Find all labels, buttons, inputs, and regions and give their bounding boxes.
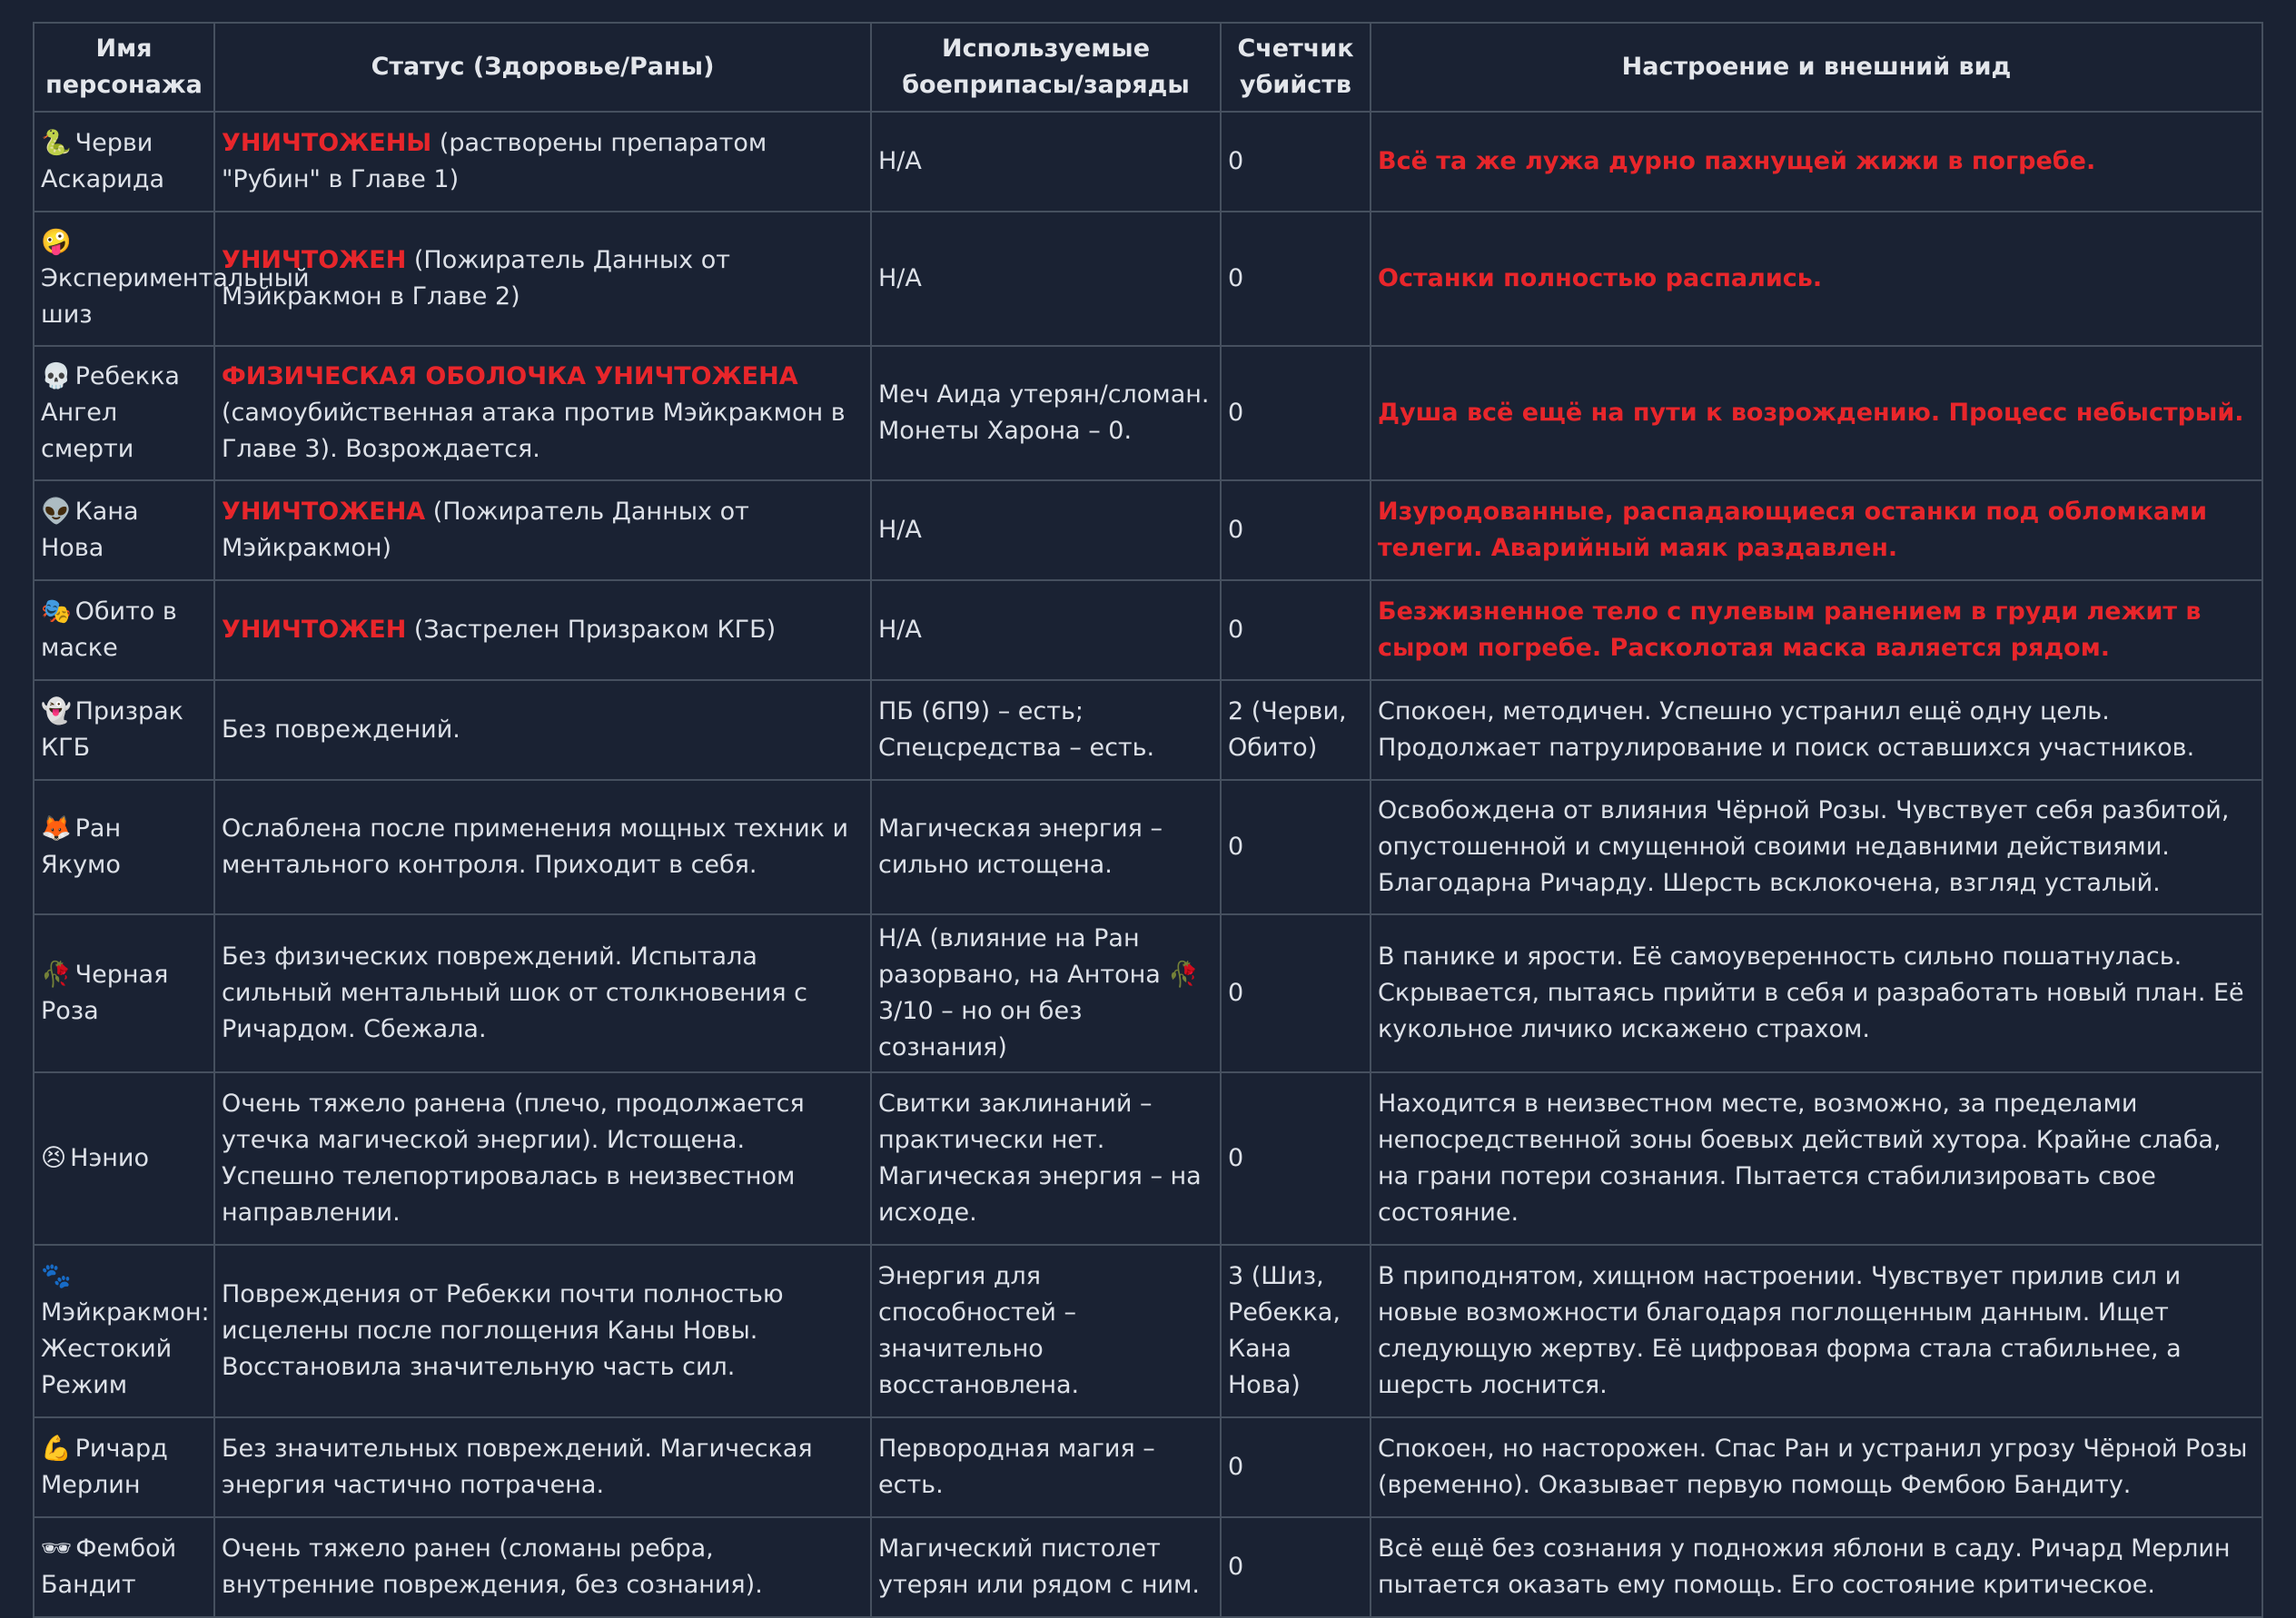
ammo-cell: Н/А [871,112,1221,212]
header-ammo: Используемые боеприпасы/заряды [871,23,1221,112]
status-cell [214,1417,871,1517]
table-row [34,346,2262,480]
character-icon: 😣 [41,1144,67,1172]
mood-cell: Всё та же лужа дурно пахнущей жижи в погребе. [1371,112,2262,212]
table-row [34,112,2262,212]
character-name-cell [34,480,214,580]
character-icon: 🕶 [41,1534,73,1563]
status-text: Без физических повреждений. Испытала сильный ментальный шок от столкновения с Ричардом. Сбежала. [222,942,808,1043]
table-row [34,1417,2262,1517]
status-cell [214,780,871,914]
ammo-cell: Н/А (влияние на Ран разорвано, на Антона 🥀 3/10 – но он без сознания) [871,914,1221,1072]
status-text: Без повреждений. [222,715,460,744]
kills-cell: 0 [1221,1417,1371,1517]
character-icon: 🤪 [41,228,72,256]
status-text: (Застрелен Призраком КГБ) [406,616,777,644]
character-name-cell [34,680,214,780]
character-name-cell [34,580,214,680]
status-destroyed-label: УНИЧТОЖЕНА [222,498,426,526]
kills-cell: 0 [1221,780,1371,914]
kills-cell: 0 [1221,1517,1371,1617]
status-cell [214,580,871,680]
table-row [34,212,2262,346]
mood-cell: Останки полностью распались. [1371,212,2262,346]
mood-cell: Изуродованные, распадающиеся останки под обломками телеги. Аварийный маяк раздавлен. [1371,480,2262,580]
mood-cell: Находится в неизвестном месте, возможно, за пределами непосредственной зоны боевых действий хутора. Крайне слаба, на грани потери сознания. Пытается стабилизировать свое состояние. [1371,1072,2262,1245]
ammo-cell: Магический пистолет утерян или рядом с ним. [871,1517,1221,1617]
mood-cell: Душа всё ещё на пути к возрождению. Процесс небыстрый. [1371,346,2262,480]
character-icon: 🐾 [41,1262,72,1290]
table-row [34,1245,2262,1417]
status-cell [214,346,871,480]
kills-cell: 0 [1221,480,1371,580]
header-kills: Счетчик убийств [1221,23,1371,112]
table-body [34,112,2262,1617]
ammo-cell: Первородная магия – есть. [871,1417,1221,1517]
kills-cell: 2 (Черви, Обито) [1221,680,1371,780]
kills-cell: 0 [1221,580,1371,680]
character-icon: 👽 [41,498,72,526]
character-icon: 👻 [41,697,72,725]
mood-cell: Всё ещё без сознания у подножия яблони в саду. Ричард Мерлин пытается оказать ему помощь. Его состояние критическое. [1371,1517,2262,1617]
status-destroyed-label: УНИЧТОЖЕН [222,616,407,644]
character-icon: 🦊 [41,814,72,843]
kills-cell: 0 [1221,914,1371,1072]
status-destroyed-label: ФИЗИЧЕСКАЯ ОБОЛОЧКА УНИЧТОЖЕНА [222,362,798,390]
table-row [34,914,2262,1072]
status-text: Очень тяжело ранена (плечо, продолжается утечка магической энергии). Истощена. Успешно телепортировалась в неизвестном направлении. [222,1090,805,1227]
status-cell [214,480,871,580]
kills-cell: 0 [1221,1072,1371,1245]
character-name-cell [34,1517,214,1617]
table-row [34,780,2262,914]
character-name: Ричард Мерлин [41,1435,168,1499]
status-cell [214,1517,871,1617]
character-icon: 💀 [41,362,72,390]
status-cell [214,1072,871,1245]
character-name-cell [34,780,214,914]
table-row [34,580,2262,680]
status-text: Без значительных повреждений. Магическая энергия частично потрачена. [222,1435,813,1499]
ammo-cell: Энергия для способностей – значительно восстановлена. [871,1245,1221,1417]
table-row [34,1072,2262,1245]
character-name-cell [34,212,310,346]
mood-cell: В приподнятом, хищном настроении. Чувствует прилив сил и новые возможности благодаря поглощенным данным. Ищет следующую жертву. Её цифровая форма стала стабильнее, а шерсть лоснится. [1371,1245,2262,1417]
header-mood: Настроение и внешний вид [1371,23,2262,112]
mood-cell: Спокоен, методичен. Успешно устранил ещё одну цель. Продолжает патрулирование и поиск оставшихся участников. [1371,680,2262,780]
mood-cell: Спокоен, но насторожен. Спас Ран и устранил угрозу Чёрной Розы (временно). Оказывает первую помощь Фембою Бандиту. [1371,1417,2262,1517]
status-cell [214,1245,871,1417]
ammo-cell: Магическая энергия – сильно истощена. [871,780,1221,914]
character-name-cell [34,112,214,212]
character-icon: 🐍 [41,129,72,157]
character-name-cell [34,1417,214,1517]
status-cell [214,914,871,1072]
character-name: Ребекка Ангел смерти [41,362,180,463]
table-row [34,680,2262,780]
ammo-cell: Н/А [871,212,1221,346]
status-text: (Пожиратель Данных от Мэйкракмон) [222,498,749,562]
status-cell [214,680,871,780]
status-cell [214,112,871,212]
character-name: Кана Нова [41,498,139,562]
status-text: Повреждения от Ребекки почти полностью исцелены после поглощения Каны Новы. Восстановила значительную часть сил. [222,1280,784,1381]
character-name: Фембой Бандит [41,1534,177,1599]
status-text: (Пожиратель Данных от Мэйкракмон в Главе 2) [222,246,730,311]
character-status-table [33,22,2263,1618]
status-cell [214,212,871,346]
ammo-cell: Свитки заклинаний – практически нет. Магическая энергия – на исходе. [871,1072,1221,1245]
status-destroyed-label: УНИЧТОЖЕНЫ [222,129,432,157]
table-row [34,1517,2262,1617]
ammo-cell: Меч Аида утерян/сломан. Монеты Харона – 0. [871,346,1221,480]
character-icon: 💪 [41,1435,72,1463]
header-status: Статус (Здоровье/Раны) [214,23,871,112]
mood-cell: Безжизненное тело с пулевым ранением в груди лежит в сыром погребе. Расколотая маска валяется рядом. [1371,580,2262,680]
character-name: Черви Аскарида [41,129,165,193]
kills-cell: 0 [1221,112,1371,212]
character-name-cell [34,1245,214,1417]
character-name-cell [34,1072,214,1245]
character-name: Нэнио [70,1144,149,1172]
character-name: Мэйкракмон: Жестокий Режим [41,1298,210,1399]
ammo-cell: Н/А [871,580,1221,680]
character-name-cell [34,346,214,480]
character-name: Экспериментальный шиз [41,264,310,329]
status-destroyed-label: УНИЧТОЖЕН [222,246,407,274]
kills-cell: 3 (Шиз, Ребекка, Кана Нова) [1221,1245,1371,1417]
status-text: Очень тяжело ранен (сломаны ребра, внутренние повреждения, без сознания). [222,1534,763,1599]
character-icon: 🥀 [41,961,72,989]
character-name: Ран Якумо [41,814,122,879]
mood-cell: В панике и ярости. Её самоуверенность сильно пошатнулась. Скрывается, пытаясь прийти в себя и разработать новый план. Её кукольное личико искажено страхом. [1371,914,2262,1072]
character-name: Обито в маске [41,597,177,662]
character-name: Черная Роза [41,961,169,1025]
character-name-cell [34,914,214,1072]
mood-cell: Освобождена от влияния Чёрной Розы. Чувствует себя разбитой, опустошенной и смущенной своими недавними действиями. Благодарна Ричарду. Шерсть всклокочена, взгляд усталый. [1371,780,2262,914]
status-text: (самоубийственная атака против Мэйкракмон в Главе 3). Возрождается. [222,399,846,463]
status-text: (растворены препаратом "Рубин" в Главе 1) [222,129,767,193]
character-name: Призрак КГБ [41,697,183,762]
ammo-cell: Н/А [871,480,1221,580]
character-icon: 🎭 [41,597,72,626]
status-text: Ослаблена после применения мощных техник и ментального контроля. Приходит в себя. [222,814,849,879]
ammo-cell: ПБ (6П9) – есть; Спецсредства – есть. [871,680,1221,780]
table-header-row [34,23,2262,112]
header-name: Имя персонажа [34,23,214,112]
kills-cell: 0 [1221,212,1371,346]
table-row [34,480,2262,580]
kills-cell: 0 [1221,346,1371,480]
